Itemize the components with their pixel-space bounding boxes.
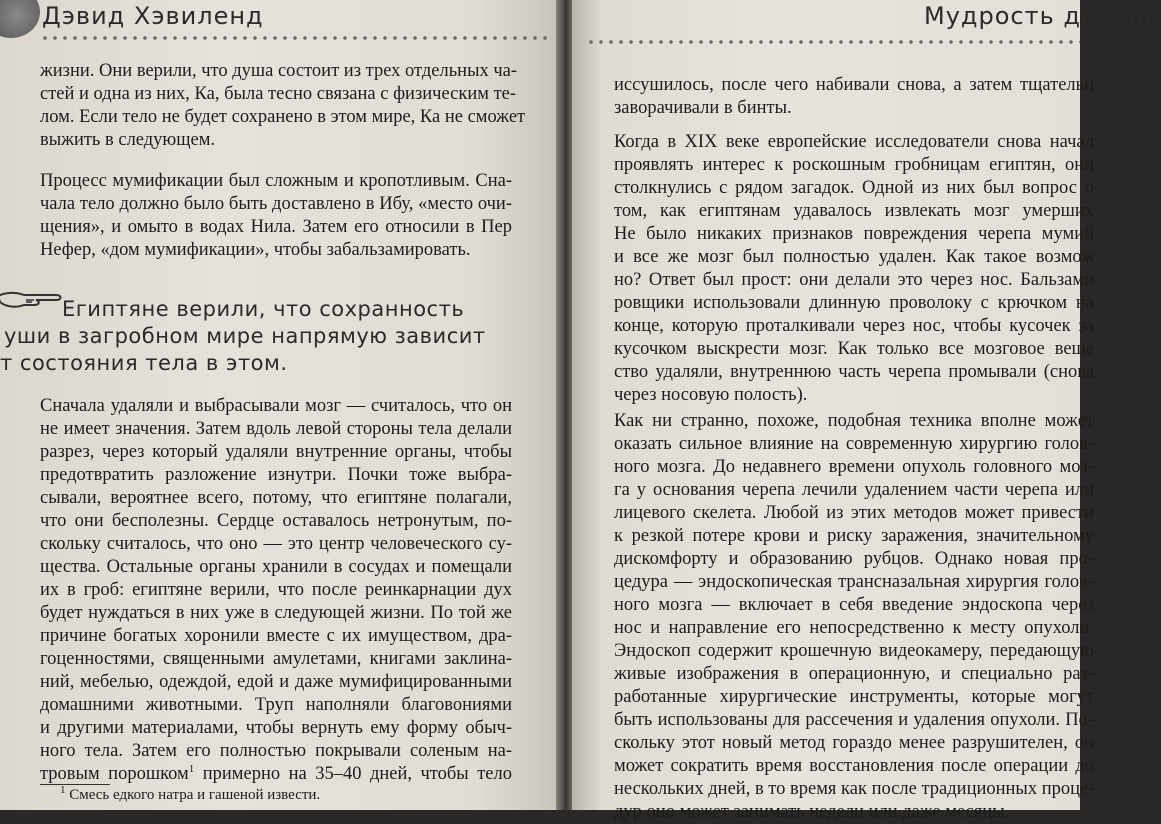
text-line: их в гроб: египтяне верили, что после реинкарнации дух [40,580,512,600]
text-line: ний, мебелью, одеждой, едой и даже мумифицированными [40,672,512,692]
text-line: лом. Если тело не будет сохранено в этом мире, Ка не сможет [40,107,526,127]
left-paragraph-2 [40,170,512,262]
text-line: будет нуждаться в них уже в следующей жизни. По той же [40,603,512,623]
text-line: и все же мозг был полностью удален. Как такое возмож [614,247,1094,267]
right-paragraph-2 [614,131,1094,407]
text-line: Процесс мумификации был сложным и кропотливым. Сна- [40,171,512,191]
text-line: иссушилось, после чего набивали снова, а затем тщательн [614,75,1094,95]
text-line: работанные хирургические инструменты, которые могут [614,687,1094,707]
text-line: быть использованы для рассечения и удаления опухоли. По- [614,710,1094,730]
text-line: дискомфорту и образованию рубцов. Однако новая про- [614,549,1094,569]
text-line: дур оно может занимать недели или даже месяцы. [614,802,1010,822]
text-line: щества. Остальные органы хранили в сосудах и помещали [40,557,512,577]
footnote-rule [40,784,110,785]
text-line: домашними животными. Труп наполняли благовониями [40,695,512,715]
text-line: Нефер, «дом мумификации», чтобы забальзамировать. [40,240,471,260]
text-line: Не было никаких признаков повреждения черепа мумий [614,224,1094,244]
text-line: Как ни странно, похоже, подобная техника вполне может [614,411,1094,431]
text-line: заворачивали в бинты. [614,98,792,118]
text-line: конце, которую проталкивали через нос, чтобы кусочек за [614,316,1094,336]
footnote-reference: 1 [188,762,195,775]
running-header-title: Мудрость древни [924,2,1161,30]
text-line: лицевого скелета. Любой из этих методов может привести [614,503,1094,523]
text-line: кусочком выскрести мозг. Как только все мозговое веще [614,339,1094,359]
running-header-author: Дэвид Хэвиленд [42,2,264,30]
text-line: скольку считалось, что оно — это центр человеческого су- [40,534,512,554]
text-line: щения», и омыто в водах Нила. Затем его относили в Пер [40,217,512,237]
footnote [60,784,321,804]
text-line: нос и направление его непосредственно к месту опухоли. [614,618,1094,638]
text-line: нескольких дней, в то время как после традиционных проце- [614,779,1095,799]
text-line: через носовую полость). [614,385,808,405]
text-line: стей и одна из них, Ка, была тесно связана с физическим те- [40,84,517,104]
text-line: но? Ответ был прост: они делали это через нос. Бальзами [614,270,1094,290]
header-dotted-rule [586,40,1080,44]
text-line: чала тело должно было быть доставлено в Ибу, «место очи- [40,194,512,214]
text-line: том, как египтянам удавалось извлекать мозг умерших [614,201,1094,221]
pull-quote-line: т состояния тела в этом. [0,351,288,375]
text-line: к резкой потере крови и риску заражения, значительному [614,526,1094,546]
brain-icon [0,0,40,38]
text-line: Эндоскоп содержит крошечную видеокамеру, передающую [614,641,1094,661]
text-line: может сократить время восстановления после операции до [614,756,1094,776]
left-paragraph-1 [40,60,526,152]
pull-quote-line: уши в загробном мире напрямую зависит [4,324,486,348]
text-fragment: тровым порошком [40,764,189,784]
text-line: ровщики использовали длинную проволоку с крючком на [614,293,1094,313]
text-fragment: примерно на 35–40 дней, чтобы тело [194,764,513,784]
text-line: гоценностями, священными амулетами, книгами заклина- [40,649,512,669]
pull-quote-line: Египтяне верили, что сохранность [62,297,465,321]
text-line: предотвратить разложение изнутри. Почки тоже выбра- [40,465,512,485]
text-line: ного мозга — включает в себя введение эндоскопа через [614,595,1094,615]
text-line: Когда в XIX веке европейские исследователи снова начал [614,132,1094,152]
right-page [572,0,1161,822]
text-line: и другими материалами, чтобы вернуть ему форму обыч- [40,718,512,738]
text-line: Сначала удаляли и выбрасывали мозг — считалось, что он [40,396,512,416]
text-line: что они бесполезны. Сердце оставалось нетронутым, по- [40,511,512,531]
text-line: живые изображения в операционную, и специально раз- [614,664,1094,684]
text-line: выжить в следующем. [40,130,216,150]
text-line: скольку этот новый метод гораздо менее разрушителен, он [614,733,1094,753]
text-line: проявлять интерес к роскошным гробницам египтян, они [614,155,1094,175]
text-line: цедура — эндоскопическая трансназальная хирургия голов- [614,572,1094,592]
left-page [0,0,560,810]
text-line: сывали, вероятнее всего, потому, что египтяне полагали, [40,488,512,508]
text-line: жизни. Они верили, что душа состоит из трех отдельных ча- [40,61,518,81]
text-line: ного мозга. До недавнего времени опухоль головного моз- [614,457,1094,477]
left-paragraph-3 [40,395,512,786]
text-line: причине богатых хоронили вместе с их имуществом, дра- [40,626,512,646]
text-line: разрез, через который удаляли внутренние органы, чтобы [40,442,512,462]
text-line: не имеет значения. Затем вдоль левой стороны тела делали [40,419,512,439]
text-line: столкнулись с рядом загадок. Одной из них был вопрос о [614,178,1094,198]
text-line: оказать сильное влияние на современную хирургию голов- [614,434,1094,454]
footnote-text: Смесь едкого натра и гашеной извести. [69,787,321,803]
right-paragraph-3 [614,410,1094,824]
text-line: га у основания черепа лечили удалением части черепа или [614,480,1094,500]
text-line-with-footnote [40,763,512,786]
right-paragraph-1 [614,74,1094,120]
header-dotted-rule [40,36,552,40]
text-line: ство удаляли, внутреннюю часть черепа промывали (снова [614,362,1094,382]
footnote-mark: 1 [60,784,66,796]
text-line: ного тела. Затем его полностью покрывали соленым на- [40,741,512,761]
